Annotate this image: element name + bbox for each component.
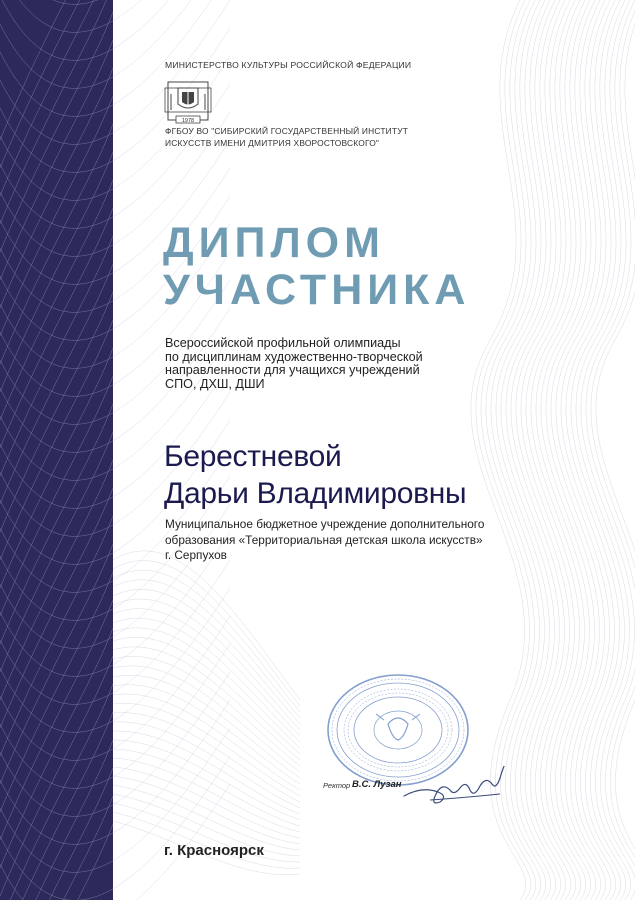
organization-line: г. Серпухов <box>165 548 227 562</box>
institute-logo-icon <box>164 80 212 126</box>
recipient-surname: Берестневой <box>164 440 342 473</box>
event-description <box>165 337 423 391</box>
recipient-given-names: Дарьи Владимировны <box>164 477 467 510</box>
event-line: направленности для учащихся учреждений <box>165 363 420 377</box>
organization-line: образования «Территориальная детская школа искусств» <box>165 532 483 547</box>
ministry-header: МИНИСТЕРСТВО КУЛЬТУРЫ РОССИЙСКОЙ ФЕДЕРАЦИИ <box>165 60 412 70</box>
diploma-title-line-2: УЧАСТНИКА <box>163 266 471 314</box>
rector-name: В.С. Лузан <box>352 779 402 790</box>
institute-name-line-1: ФГБОУ ВО "СИБИРСКИЙ ГОСУДАРСТВЕННЫЙ ИНСТИТУТ <box>165 126 409 136</box>
diploma-title-line-1: ДИПЛОМ <box>163 219 385 267</box>
rector-label: Ректор <box>323 781 351 790</box>
event-line: Всероссийской профильной олимпиады <box>165 336 401 350</box>
event-line: по дисциплинам художественно-творческой <box>165 349 423 364</box>
svg-text:1978: 1978 <box>181 118 195 124</box>
rector-signature <box>400 766 515 808</box>
organization-description <box>165 517 484 564</box>
city-footer: г. Красноярск <box>164 842 264 859</box>
organization-line: Муниципальное бюджетное учреждение дополнительного <box>165 517 485 531</box>
institute-name-line-2: ИСКУССТВ ИМЕНИ ДМИТРИЯ ХВОРОСТОВСКОГО" <box>165 137 380 148</box>
event-line: СПО, ДХШ, ДШИ <box>165 376 265 391</box>
institute-name <box>165 126 408 149</box>
